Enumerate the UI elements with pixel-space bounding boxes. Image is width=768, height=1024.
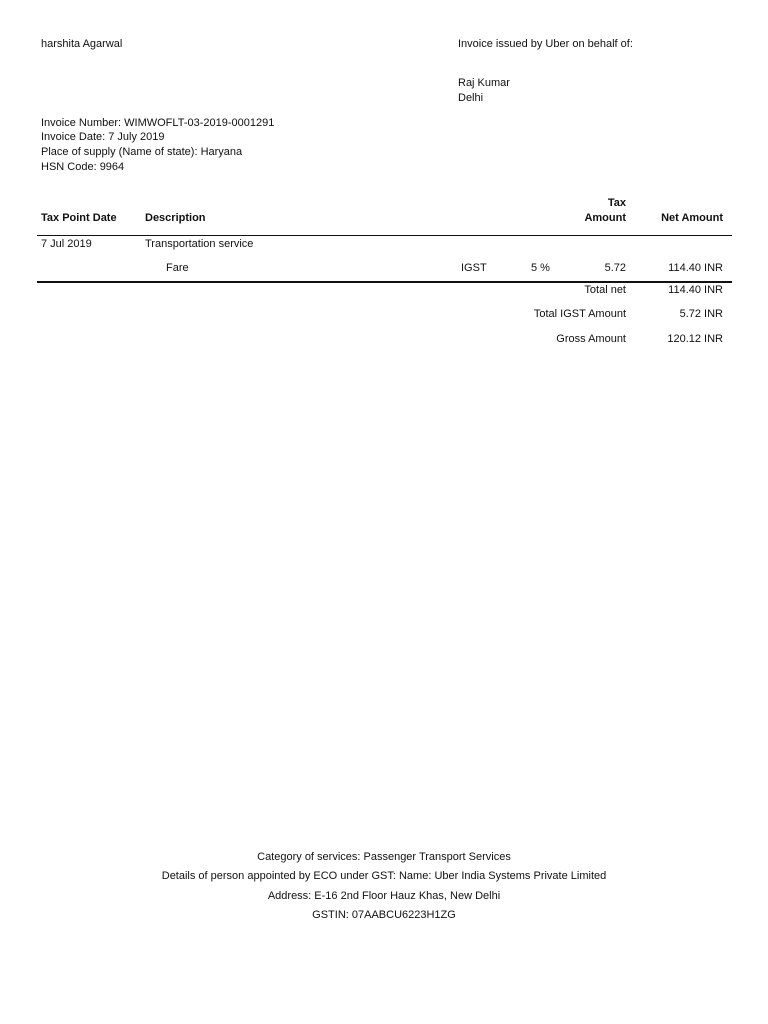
- footer-gstin: GSTIN: 07AABCU6223H1ZG: [312, 909, 456, 921]
- fare-net-amount: 114.40 INR: [668, 262, 723, 274]
- fare-tax-rate: 5 %: [531, 262, 550, 274]
- driver-name: Raj Kumar: [458, 77, 510, 89]
- total-net-value: 114.40 INR: [668, 284, 723, 296]
- total-igst-value: 5.72 INR: [679, 308, 723, 320]
- header-tax-point-date: Tax Point Date: [41, 212, 117, 224]
- footer-category: Category of services: Passenger Transport Services: [257, 851, 511, 863]
- footer-eco-details: Details of person appointed by ECO under GST: Name: Uber India Systems Private Limited: [161, 870, 607, 882]
- driver-city: Delhi: [458, 92, 484, 104]
- header-tax-amount-line1: Tax: [607, 197, 626, 209]
- customer-name: harshita Agarwal: [41, 38, 123, 50]
- header-tax-amount-line2: Amount: [584, 212, 626, 224]
- fare-tax-type: IGST: [461, 262, 487, 274]
- fare-tax-amount: 5.72: [604, 262, 626, 274]
- gross-amount-label: Gross Amount: [556, 333, 626, 345]
- hsn-code: HSN Code: 9964: [41, 161, 125, 173]
- place-of-supply: Place of supply (Name of state): Haryana: [41, 146, 243, 158]
- header-description: Description: [145, 212, 206, 224]
- gross-amount-value: 120.12 INR: [667, 333, 723, 345]
- issuer-heading: Invoice issued by Uber on behalf of:: [458, 38, 633, 50]
- service-description: Transportation service: [145, 238, 254, 250]
- service-date: 7 Jul 2019: [41, 238, 92, 250]
- total-net-label: Total net: [584, 284, 626, 296]
- invoice-number: Invoice Number: WIMWOFLT-03-2019-0001291: [41, 117, 275, 129]
- fare-label: Fare: [166, 262, 189, 274]
- total-igst-label: Total IGST Amount: [533, 308, 626, 320]
- header-net-amount: Net Amount: [661, 212, 723, 224]
- footer-address: Address: E-16 2nd Floor Hauz Khas, New Delhi: [267, 890, 501, 902]
- invoice-date: Invoice Date: 7 July 2019: [41, 131, 165, 143]
- header-divider: [37, 235, 732, 236]
